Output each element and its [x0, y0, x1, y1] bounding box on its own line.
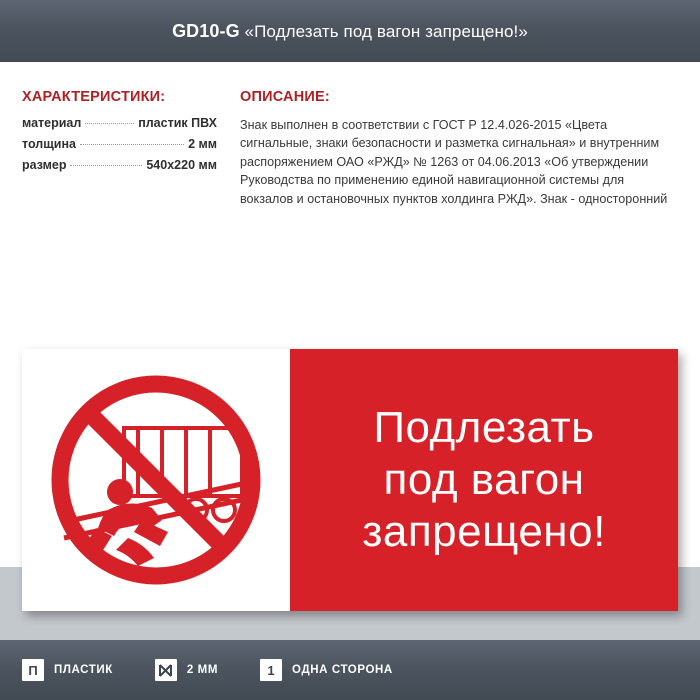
- spec-value: 2 мм: [188, 137, 217, 151]
- description-block: [240, 89, 680, 208]
- sign-pictogram-area: [22, 349, 290, 611]
- description-heading: ОПИСАНИЕ:: [240, 89, 330, 105]
- product-name: «Подлезать под вагон запрещено!»: [244, 21, 528, 41]
- footer-item-sides: [260, 659, 393, 681]
- page-title: [172, 21, 528, 42]
- sign-text-line-3: запрещено!: [362, 507, 606, 556]
- product-code: GD10-G: [172, 20, 240, 41]
- description-text: Знак выполнен в соответствии с ГОСТ Р 12.4.026-2015 «Цвета сигнальные, знаки безопасности и разметка сигнальная» и внутренним распоряжением ОАО «РЖД» № 1263 от 04.06.2013 «Об утверждении Руководства по применению единой навигационной системы для вокзалов и остановочных пунктов холдинга РЖД». Знак - односторонний: [240, 118, 668, 206]
- specifications-heading: ХАРАКТЕРИСТИКИ:: [22, 89, 166, 105]
- footer-item-material: [22, 659, 113, 681]
- sign-preview-area: [0, 307, 700, 640]
- spec-row: [22, 158, 217, 172]
- spec-dot-leader: [85, 123, 134, 124]
- plastic-icon: П: [22, 659, 44, 681]
- spec-label: материал: [22, 116, 82, 130]
- spec-label: толщина: [22, 137, 76, 151]
- sign-mockup: [22, 349, 678, 611]
- info-section: [0, 62, 700, 307]
- thickness-glyph: [158, 663, 173, 678]
- footer-label-material: ПЛАСТИК: [54, 664, 113, 676]
- no-crawling-under-railcar-icon: [46, 370, 266, 590]
- footer-item-thickness: [155, 659, 218, 681]
- spec-value: 540х220 мм: [146, 158, 217, 172]
- footer-bar: [0, 640, 700, 700]
- spec-label: размер: [22, 158, 67, 172]
- sign-text-line-1: Подлезать: [373, 403, 595, 452]
- sign-text: [362, 402, 606, 558]
- spec-row: [22, 137, 217, 151]
- spec-dot-leader: [70, 165, 142, 166]
- spec-value: пластик ПВХ: [138, 116, 217, 130]
- specifications-block: [22, 89, 217, 179]
- one-side-icon: 1: [260, 659, 282, 681]
- sign-text-area: [290, 349, 678, 611]
- sign-text-line-2: под вагон: [383, 455, 585, 504]
- header-bar: [0, 0, 700, 62]
- spec-row: [22, 116, 217, 130]
- spec-dot-leader: [80, 144, 184, 145]
- footer-label-thickness: 2 ММ: [186, 664, 219, 676]
- thickness-icon: [155, 659, 177, 681]
- footer-label-sides: ОДНА СТОРОНА: [292, 664, 393, 676]
